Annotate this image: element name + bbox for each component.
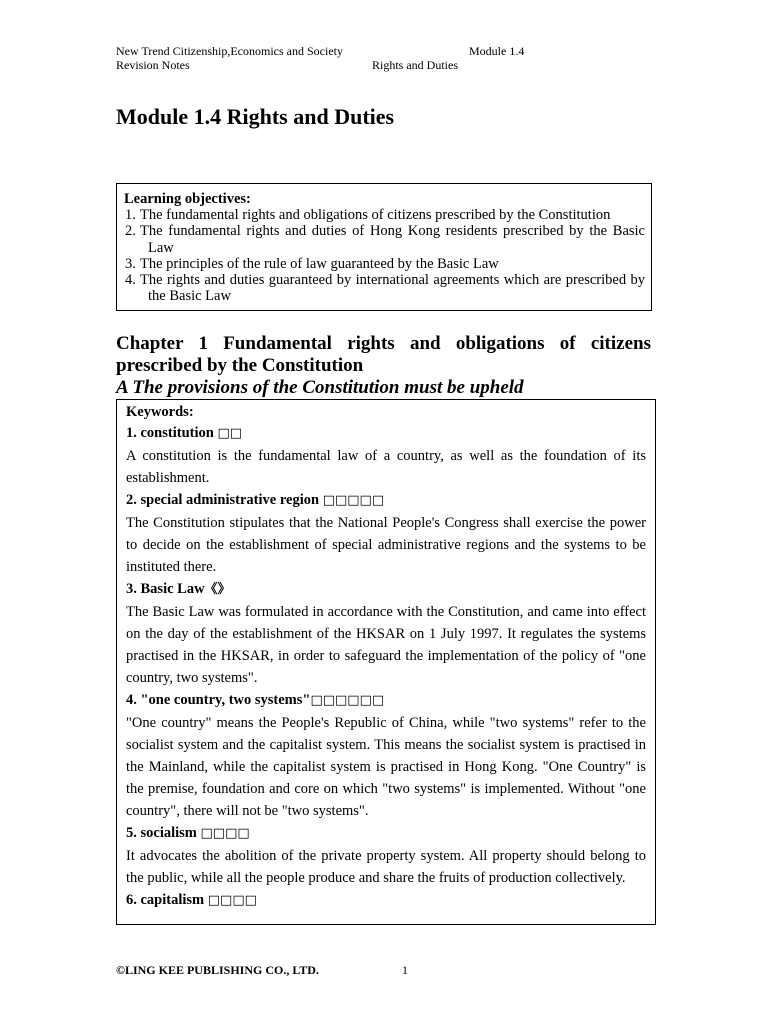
- objective-number: 3.: [125, 255, 136, 272]
- page-title: Module 1.4 Rights and Duties: [116, 104, 395, 129]
- keyword-term: 4. "one country, two systems"□□□□□□: [126, 692, 385, 708]
- learning-objectives-list: [123, 207, 645, 304]
- keyword-definition: "One country" means the People's Republic of China, while "two systems" refer to the socialist system and the capitalist system. This means the socialist system is practised in the Mainland, while the capitalist system is practised in Hong Kong. "One Country" is the premise, foundation and core on which "two systems" is implemented. Without "one country", there will not be "two systems".: [126, 715, 646, 819]
- learning-objectives-label: Learning objectives:: [124, 191, 251, 207]
- keyword-entry: [126, 578, 646, 689]
- objective-text: The principles of the rule of law guaranteed by the Basic Law: [140, 255, 499, 272]
- keyword-definition: It advocates the abolition of the private property system. All property should belong to the public, while all the people produce and share the fruits of production collectively.: [126, 848, 646, 886]
- objective-text: The fundamental rights and obligations of citizens prescribed by the Constitution: [140, 207, 611, 224]
- keyword-entry: [126, 689, 646, 822]
- chapter-title: Chapter 1 Fundamental rights and obligations of citizens prescribed by the Constitution: [116, 333, 651, 376]
- footer-page-number: 1: [402, 963, 408, 977]
- keyword-chinese-term: □□□□□: [322, 493, 385, 508]
- keyword-definition: The Constitution stipulates that the National People's Congress shall exercise the power to decide on the establishment of special administrative regions and the systems to be instituted there.: [126, 515, 646, 575]
- keyword-term: 3. Basic Law《》: [126, 581, 231, 597]
- section-title: A The provisions of the Constitution must be upheld: [116, 377, 524, 398]
- keyword-term: 2. special administrative region □□□□□: [126, 492, 385, 508]
- objective-text: The rights and duties guaranteed by international agreements which are prescribed by the Basic Law: [140, 272, 645, 305]
- keyword-definition: A constitution is the fundamental law of a country, as well as the foundation of its establishment.: [126, 448, 646, 486]
- keyword-entry: [126, 822, 646, 889]
- objective-text: The fundamental rights and duties of Hong Kong residents prescribed by the Basic Law: [140, 223, 645, 256]
- keywords-label: Keywords:: [126, 404, 194, 420]
- footer-publisher: ©LING KEE PUBLISHING CO., LTD.: [116, 963, 319, 977]
- keyword-chinese-term: □□□□: [200, 826, 250, 841]
- objective-item: [123, 256, 645, 272]
- objective-number: 4.: [125, 272, 136, 289]
- header-book-title: New Trend Citizenship,Economics and Society: [116, 44, 343, 58]
- keyword-term: 5. socialism □□□□: [126, 825, 250, 841]
- keywords-box: [116, 399, 656, 925]
- header-module: Module 1.4: [469, 44, 525, 58]
- keyword-chinese-term: □□□□□□: [310, 693, 385, 708]
- keyword-term: 6. capitalism □□□□: [126, 892, 257, 908]
- keyword-entry: [126, 422, 646, 489]
- objective-number: 1.: [125, 207, 136, 224]
- keyword-entry: [126, 489, 646, 578]
- header-topic: Rights and Duties: [372, 58, 458, 72]
- objective-number: 2.: [125, 223, 136, 240]
- keyword-definition: The Basic Law was formulated in accordance with the Constitution, and came into effect on the day of the establishment of the HKSAR on 1 July 1997. It regulates the systems practised in the HKSAR, in order to safeguard the implementation of the policy of "one country, two systems".: [126, 604, 646, 686]
- objective-item: [123, 223, 645, 255]
- objective-item: [123, 272, 645, 304]
- keyword-term: 1. constitution □□: [126, 425, 243, 441]
- keyword-chinese-term: □□□□: [207, 893, 257, 908]
- keyword-entry: [126, 889, 646, 912]
- objective-item: [123, 207, 645, 223]
- keyword-chinese-term: 《》: [204, 582, 231, 597]
- learning-objectives-box: [116, 183, 652, 311]
- keyword-chinese-term: □□: [217, 426, 243, 441]
- header-doc-type: Revision Notes: [116, 58, 190, 72]
